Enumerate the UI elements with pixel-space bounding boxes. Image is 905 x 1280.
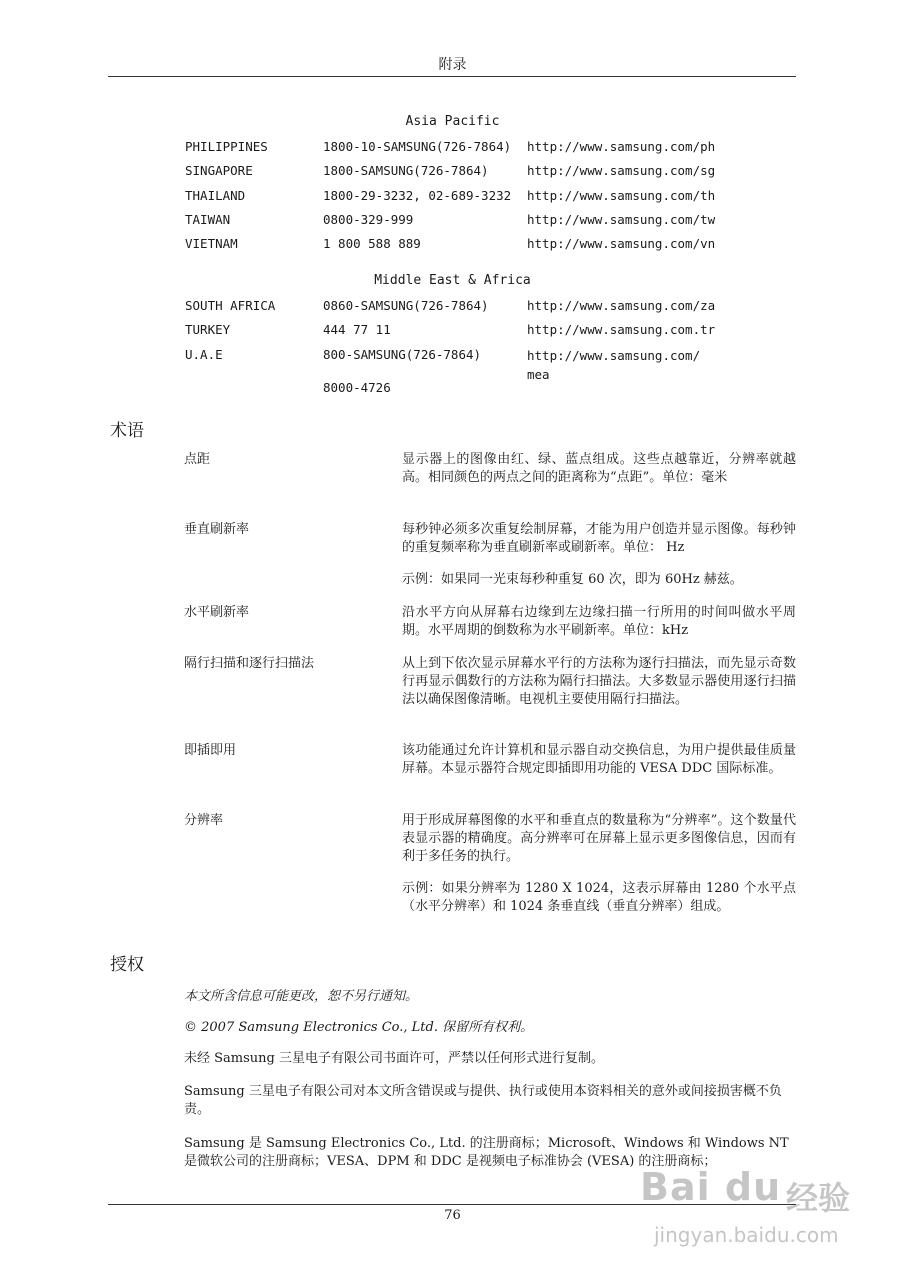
contact-country: TAIWAN xyxy=(185,212,231,227)
contact-country: PHILIPPINES xyxy=(185,139,268,154)
contact-phone: 0860-SAMSUNG(726-7864) xyxy=(323,298,489,313)
contact-row xyxy=(185,235,785,259)
contact-row xyxy=(185,297,785,321)
contact-row xyxy=(185,321,785,345)
contact-phone: 1800-29-3232, 02-689-3232 xyxy=(323,188,512,203)
glossary-definition: 从上到下依次显示屏幕水平行的方法称为逐行扫描法，而先显示奇数行再显示偶数行的方法称为隔行扫描法。大多数显示器使用逐行扫描法以确保图像清晰。电视机主要使用隔行扫描法。 xyxy=(402,656,796,707)
contact-country: U.A.E xyxy=(185,347,223,362)
contact-website-link[interactable]: http://www.samsung.com/vn xyxy=(527,236,716,251)
license-paragraph: 未经 Samsung 三星电子有限公司书面许可，严禁以任何形式进行复制。 xyxy=(184,1051,604,1066)
section-heading-license: 授权 xyxy=(110,955,144,975)
contact-country: SOUTH AFRICA xyxy=(185,298,276,313)
glossary-term: 水平刷新率 xyxy=(184,605,250,620)
contact-website-link[interactable]: http://www.samsung.com/tw xyxy=(527,212,716,227)
watermark-cn: 经验 xyxy=(786,1179,851,1217)
glossary-term: 垂直刷新率 xyxy=(184,522,250,537)
page-header-title: 附录 xyxy=(438,57,467,73)
contact-row xyxy=(185,138,785,162)
contact-website-link[interactable]: http://www.samsung.com/th xyxy=(527,188,716,203)
contact-row xyxy=(185,187,785,211)
contact-phone: 800-SAMSUNG(726-7864) xyxy=(323,347,482,362)
glossary-definition: 显示器上的图像由红、绿、蓝点组成。这些点越靠近，分辨率就越高。相同颜色的两点之间的距离称为“点距”。单位：毫米 xyxy=(402,452,796,485)
contact-phone: 1800-10-SAMSUNG(726-7864) xyxy=(323,139,512,154)
glossary-term: 点距 xyxy=(184,452,211,467)
contact-phone: 1800-SAMSUNG(726-7864) xyxy=(323,163,489,178)
watermark-url: jingyan.baidu.com xyxy=(654,1223,839,1247)
glossary-term: 即插即用 xyxy=(184,743,237,758)
contact-row xyxy=(185,211,785,235)
license-paragraph: Samsung 三星电子有限公司对本文所含错误或与提供、执行或使用本资料相关的意外或间接损害概不负责。 xyxy=(184,1084,782,1117)
glossary-definition: 每秒钟必须多次重复绘制屏幕，才能为用户创造并显示图像。每秒钟的重复频率称为垂直刷新率或刷新率。单位： Hz xyxy=(402,522,796,555)
section-heading-glossary: 术语 xyxy=(110,421,144,441)
license-trademarks: Samsung 是 Samsung Electronics Co., Ltd. 的注册商标；Microsoft、Windows 和 Windows NT 是微软公司的注册商标；VESA、DPM 和 DDC 是视频电子标准协会 (VESA) 的注册商标； xyxy=(184,1136,789,1169)
glossary-example: 示例：如果分辨率为 1280 X 1024，这表示屏幕由 1280 个水平点（水平分辨率）和 1024 条垂直线（垂直分辨率）组成。 xyxy=(402,881,796,914)
baidu-watermark xyxy=(640,1165,890,1275)
glossary-definition: 沿水平方向从屏幕右边缘到左边缘扫描一行所用的时间叫做水平周期。水平周期的倒数称为水平刷新率。单位：kHz xyxy=(402,605,796,638)
license-copyright: © 2007 Samsung Electronics Co., Ltd. 保留所有权利。 xyxy=(184,1020,534,1035)
contact-country: VIETNAM xyxy=(185,236,238,251)
contact-country: TURKEY xyxy=(185,322,231,337)
contact-website-link[interactable]: http://www.samsung.com.tr xyxy=(527,322,716,337)
contact-phone: 1 800 588 889 xyxy=(323,236,421,251)
contact-row xyxy=(185,346,785,406)
glossary-term: 分辨率 xyxy=(184,813,224,828)
contact-website-link[interactable]: http://www.samsung.com/za xyxy=(527,298,716,313)
contact-phone: 444 77 11 xyxy=(323,322,391,337)
license-notice: 本文所含信息可能更改，恕不另行通知。 xyxy=(184,989,419,1004)
contact-country: THAILAND xyxy=(185,188,246,203)
page-number: 76 xyxy=(444,1208,461,1223)
glossary-term: 隔行扫描和逐行扫描法 xyxy=(184,656,315,671)
contact-website-link[interactable]: http://www.samsung.com/ph xyxy=(527,139,716,154)
contact-website-link[interactable]: http://www.samsung.com/ mea xyxy=(527,348,701,382)
contact-phone-secondary: 8000-4726 xyxy=(323,380,391,395)
contact-phone: 0800-329-999 xyxy=(323,212,414,227)
contact-country: SINGAPORE xyxy=(185,163,253,178)
header-divider xyxy=(108,76,796,77)
glossary-example: 示例：如果同一光束每秒种重复 60 次，即为 60Hz 赫兹。 xyxy=(402,572,743,587)
glossary-definition: 用于形成屏幕图像的水平和垂直点的数量称为“分辨率”。这个数量代表显示器的精确度。高分辨率可在屏幕上显示更多图像信息，因而有利于多任务的执行。 xyxy=(402,813,796,864)
region-title-middle-east-africa: Middle East & Africa xyxy=(374,273,531,288)
glossary-definition: 该功能通过允许计算机和显示器自动交换信息，为用户提供最佳质量屏幕。本显示器符合规定即插即用功能的 VESA DDC 国际标准。 xyxy=(402,743,796,776)
contact-row xyxy=(185,162,785,186)
watermark-brand: Bai du xyxy=(640,1165,782,1209)
region-title-asia-pacific: Asia Pacific xyxy=(405,114,500,129)
contact-website-link[interactable]: http://www.samsung.com/sg xyxy=(527,163,716,178)
